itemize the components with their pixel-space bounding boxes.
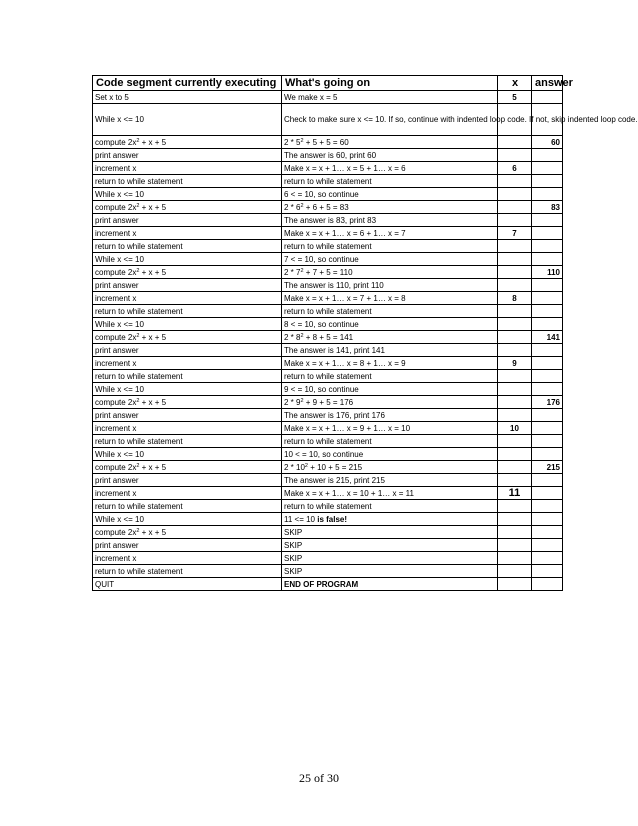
whats-going-on-cell (282, 149, 498, 162)
table-row (93, 240, 563, 253)
x-cell (498, 578, 532, 591)
table-row (93, 214, 563, 227)
whats-going-on-cell-text: $2 * 8^2 + 8 + 5 = 141$ (284, 332, 354, 342)
whats-going-on-cell (282, 318, 498, 331)
code-segment-cell-text: return to while statement (95, 241, 183, 251)
whats-going-on-cell (282, 344, 498, 357)
whats-going-on-cell-text: return to while statement (284, 176, 372, 186)
code-segment-cell-text: print answer (95, 475, 139, 485)
whats-going-on-cell-text: Make x = x + 1… x = 8 + 1… x = 9 (284, 358, 406, 368)
whats-going-on-cell-text: The answer is 176, print 176 (284, 410, 385, 420)
x-cell (498, 422, 532, 435)
whats-going-on-cell (282, 292, 498, 305)
code-segment-cell (93, 357, 282, 370)
table-row (93, 461, 563, 474)
x-cell (498, 370, 532, 383)
whats-going-on-cell-text: Make x = x + 1… x = 10 + 1… x = 11 (284, 488, 414, 498)
answer-cell (532, 201, 563, 214)
code-segment-cell-text: compute $2x^2 + x + 5$ (95, 527, 167, 537)
table-body (93, 91, 638, 591)
x-cell (498, 305, 532, 318)
table-row (93, 318, 563, 331)
whats-going-on-cell-text: return to while statement (284, 501, 372, 511)
code-segment-cell (93, 175, 282, 188)
code-segment-cell-text: print answer (95, 150, 139, 160)
whats-going-on-cell (282, 227, 498, 240)
x-cell (498, 149, 532, 162)
x-cell (498, 227, 532, 240)
x-cell-text: 8 (512, 293, 517, 303)
table-row (93, 91, 563, 104)
x-cell (498, 357, 532, 370)
whats-going-on-cell (282, 253, 498, 266)
answer-cell (532, 396, 563, 409)
code-segment-cell (93, 565, 282, 578)
whats-going-on-cell (282, 279, 498, 292)
code-segment-cell-text: compute $2x^2 + x + 5$ (95, 332, 167, 342)
header-answer: answer (532, 76, 563, 91)
code-segment-cell (93, 370, 282, 383)
answer-cell (532, 279, 563, 292)
code-segment-cell-text: increment x (95, 163, 137, 173)
code-segment-cell (93, 214, 282, 227)
whats-going-on-cell-text: $2 * 6^2 + 6 + 5 = 83$ (284, 202, 349, 212)
code-segment-cell (93, 318, 282, 331)
x-cell (498, 266, 532, 279)
code-segment-cell (93, 552, 282, 565)
code-segment-cell (93, 396, 282, 409)
whats-going-on-cell (282, 552, 498, 565)
code-segment-cell-text: print answer (95, 345, 139, 355)
answer-cell (532, 500, 563, 513)
whats-going-on-cell (282, 565, 498, 578)
answer-cell-text: 60 (551, 137, 560, 147)
whats-going-on-cell (282, 409, 498, 422)
answer-cell (532, 435, 563, 448)
code-segment-cell-text: While x <= 10 (95, 254, 144, 264)
code-segment-cell (93, 422, 282, 435)
x-cell (498, 461, 532, 474)
whats-going-on-cell-text: 7 < = 10, so continue (284, 254, 359, 264)
code-segment-cell-text: compute $2x^2 + x + 5$ (95, 137, 167, 147)
answer-cell (532, 370, 563, 383)
table-row (93, 104, 563, 136)
code-segment-cell-text: compute $2x^2 + x + 5$ (95, 397, 167, 407)
code-segment-cell-text: increment x (95, 293, 137, 303)
whats-going-on-cell (282, 396, 498, 409)
whats-going-on-cell-text: SKIP (284, 566, 303, 576)
answer-cell (532, 357, 563, 370)
table-row (93, 149, 563, 162)
table-row (93, 305, 563, 318)
code-segment-cell-text: return to while statement (95, 566, 183, 576)
code-segment-cell (93, 162, 282, 175)
x-cell-text: 5 (512, 92, 517, 102)
whats-going-on-cell (282, 526, 498, 539)
code-segment-cell-text: While x <= 10 (95, 449, 144, 459)
table-row (93, 552, 563, 565)
whats-going-on-cell (282, 578, 498, 591)
code-segment-cell (93, 266, 282, 279)
x-cell (498, 526, 532, 539)
code-segment-cell (93, 201, 282, 214)
whats-going-on-cell (282, 240, 498, 253)
code-segment-cell (93, 513, 282, 526)
x-cell (498, 292, 532, 305)
whats-going-on-cell (282, 305, 498, 318)
table-row (93, 396, 563, 409)
x-cell (498, 565, 532, 578)
table-row (93, 162, 563, 175)
whats-going-on-cell-text: The answer is 60, print 60 (284, 150, 377, 160)
whats-going-on-cell (282, 136, 498, 149)
whats-going-on-cell-text: SKIP (284, 527, 303, 537)
whats-going-on-cell-text: Make x = x + 1… x = 6 + 1… x = 7 (284, 228, 406, 238)
answer-cell (532, 513, 563, 526)
code-segment-cell (93, 253, 282, 266)
whats-going-on-cell (282, 448, 498, 461)
whats-going-on-cell (282, 513, 498, 526)
table-row (93, 448, 563, 461)
x-cell (498, 448, 532, 461)
code-segment-cell (93, 149, 282, 162)
table-row (93, 266, 563, 279)
whats-going-on-cell (282, 539, 498, 552)
page-number: 25 of 30 (299, 771, 339, 785)
code-segment-cell (93, 292, 282, 305)
code-trace-table (92, 75, 638, 591)
x-cell (498, 331, 532, 344)
table-row (93, 136, 563, 149)
table-row (93, 331, 563, 344)
whats-going-on-cell (282, 474, 498, 487)
code-segment-cell-text: While x <= 10 (95, 384, 144, 394)
x-cell (498, 513, 532, 526)
whats-going-on-cell-text: $2 * 9^2 + 9 + 5 = 176$ (284, 397, 354, 407)
whats-going-on-cell (282, 461, 498, 474)
x-cell (498, 474, 532, 487)
code-segment-cell-text: return to while statement (95, 501, 183, 511)
answer-cell (532, 526, 563, 539)
x-cell-text: 11 (508, 486, 521, 499)
answer-cell (532, 253, 563, 266)
answer-cell (532, 149, 563, 162)
code-segment-cell (93, 331, 282, 344)
table-row (93, 409, 563, 422)
whats-going-on-cell (282, 383, 498, 396)
whats-going-on-cell-text: $2 * 5^2 + 5 + 5 = 60$ (284, 137, 349, 147)
code-segment-cell-text: increment x (95, 228, 137, 238)
answer-cell (532, 422, 563, 435)
whats-going-on-cell (282, 435, 498, 448)
x-cell (498, 435, 532, 448)
code-segment-cell (93, 305, 282, 318)
whats-going-on-cell (282, 357, 498, 370)
table-header-row (93, 76, 563, 91)
x-cell (498, 318, 532, 331)
whats-going-on-cell-text: The answer is 141, print 141 (284, 345, 385, 355)
whats-going-on-cell-text: return to while statement (284, 436, 372, 446)
whats-going-on-cell-text: SKIP (284, 540, 303, 550)
code-segment-cell (93, 409, 282, 422)
x-cell (498, 240, 532, 253)
code-segment-cell (93, 487, 282, 500)
x-cell (498, 383, 532, 396)
code-segment-cell (93, 435, 282, 448)
code-segment-cell (93, 448, 282, 461)
code-segment-cell-text: print answer (95, 215, 139, 225)
code-segment-cell (93, 474, 282, 487)
header-code-segment: Code segment currently executing (93, 76, 282, 91)
code-segment-cell-text: return to while statement (95, 436, 183, 446)
code-segment-cell-text: increment x (95, 488, 137, 498)
whats-going-on-cell-text: 11 <= 10 (284, 514, 318, 524)
code-segment-cell (93, 136, 282, 149)
answer-cell (532, 91, 563, 104)
whats-going-on-cell (282, 487, 498, 500)
code-segment-cell (93, 240, 282, 253)
whats-going-on-cell-text: return to while statement (284, 371, 372, 381)
answer-cell (532, 539, 563, 552)
code-segment-cell-text: compute $2x^2 + x + 5$ (95, 202, 167, 212)
whats-going-on-cell-text: END OF PROGRAM (284, 579, 359, 589)
whats-going-on-cell-text: Check to make sure x <= 10. If so, continue with indented loop code. If not, skip indented loop code. (284, 115, 638, 124)
answer-cell-text: 176 (546, 397, 560, 407)
answer-cell (532, 461, 563, 474)
table-row (93, 487, 563, 500)
code-segment-cell (93, 578, 282, 591)
table-row (93, 279, 563, 292)
answer-cell-text: 215 (546, 462, 560, 472)
x-cell-text: 7 (512, 228, 517, 238)
table-row (93, 370, 563, 383)
header-x: x (498, 76, 532, 91)
whats-going-on-cell (282, 201, 498, 214)
code-segment-cell (93, 539, 282, 552)
x-cell (498, 500, 532, 513)
false-note: is false! (317, 514, 348, 524)
code-segment-cell-text: While x <= 10 (95, 514, 144, 524)
whats-going-on-cell-text: The answer is 215, print 215 (284, 475, 385, 485)
x-cell (498, 162, 532, 175)
answer-cell-text: 83 (551, 202, 560, 212)
answer-cell (532, 578, 563, 591)
answer-cell (532, 409, 563, 422)
code-segment-cell-text: compute $2x^2 + x + 5$ (95, 267, 167, 277)
code-segment-cell (93, 344, 282, 357)
whats-going-on-cell-text: return to while statement (284, 306, 372, 316)
table-row (93, 253, 563, 266)
code-segment-cell (93, 526, 282, 539)
x-cell (498, 344, 532, 357)
answer-cell (532, 565, 563, 578)
whats-going-on-cell (282, 162, 498, 175)
answer-cell (532, 136, 563, 149)
whats-going-on-cell (282, 422, 498, 435)
x-cell-text: 10 (510, 423, 519, 433)
whats-going-on-cell-text: 9 < = 10, so continue (284, 384, 359, 394)
table-row (93, 383, 563, 396)
whats-going-on-cell-text: return to while statement (284, 241, 372, 251)
table-row (93, 565, 563, 578)
answer-cell (532, 305, 563, 318)
whats-going-on-cell-text: $2 * 7^2 + 7 + 5 = 110$ (284, 267, 353, 277)
table-row (93, 500, 563, 513)
code-segment-cell-text: print answer (95, 540, 139, 550)
table-row (93, 578, 563, 591)
table-row (93, 292, 563, 305)
answer-cell (532, 162, 563, 175)
whats-going-on-cell-text: $2 * 10^2 + 10 + 5 = 215$ (284, 462, 363, 472)
whats-going-on-cell (282, 214, 498, 227)
whats-going-on-cell-text: 8 < = 10, so continue (284, 319, 359, 329)
table-row (93, 357, 563, 370)
whats-going-on-cell-text: The answer is 110, print 110 (284, 280, 384, 290)
whats-going-on-cell (282, 331, 498, 344)
answer-cell (532, 175, 563, 188)
table-row (93, 474, 563, 487)
code-segment-cell-text: increment x (95, 358, 137, 368)
whats-going-on-cell-text: We make x = 5 (284, 92, 338, 102)
answer-cell (532, 344, 563, 357)
table-row (93, 422, 563, 435)
whats-going-on-cell-text: The answer is 83, print 83 (284, 215, 377, 225)
code-segment-cell-text: return to while statement (95, 176, 183, 186)
table-row (93, 188, 563, 201)
whats-going-on-cell-text: SKIP (284, 553, 303, 563)
answer-cell (532, 227, 563, 240)
whats-going-on-cell-text: 6 < = 10, so continue (284, 189, 359, 199)
code-segment-cell-text: Set x to 5 (95, 92, 129, 102)
code-segment-cell (93, 383, 282, 396)
answer-cell (532, 474, 563, 487)
code-segment-cell-text: While x <= 10 (95, 115, 144, 124)
answer-cell (532, 552, 563, 565)
x-cell (498, 487, 532, 500)
table-row (93, 539, 563, 552)
whats-going-on-cell (282, 188, 498, 201)
answer-cell (532, 331, 563, 344)
answer-cell-text: 110 (547, 267, 560, 277)
table-row (93, 344, 563, 357)
whats-going-on-cell (282, 91, 498, 104)
code-segment-cell (93, 91, 282, 104)
answer-cell (532, 318, 563, 331)
table-row (93, 513, 563, 526)
code-segment-cell-text: compute $2x^2 + x + 5$ (95, 462, 167, 472)
answer-cell-text: 141 (546, 332, 560, 342)
answer-cell (532, 448, 563, 461)
answer-cell (532, 292, 563, 305)
whats-going-on-cell (282, 175, 498, 188)
answer-cell (532, 383, 563, 396)
table-row (93, 201, 563, 214)
table-row (93, 227, 563, 240)
code-segment-cell (93, 500, 282, 513)
answer-cell (532, 487, 563, 500)
whats-going-on-cell-text: 10 < = 10, so continue (284, 449, 364, 459)
x-cell (498, 201, 532, 214)
x-cell (498, 214, 532, 227)
whats-going-on-cell-text: Make x = x + 1… x = 5 + 1… x = 6 (284, 163, 406, 173)
code-segment-cell-text: increment x (95, 553, 137, 563)
code-segment-cell (93, 279, 282, 292)
x-cell-text: 9 (512, 358, 517, 368)
x-cell (498, 91, 532, 104)
x-cell (498, 396, 532, 409)
whats-going-on-cell-text: Make x = x + 1… x = 9 + 1… x = 10 (284, 423, 411, 433)
x-cell (498, 136, 532, 149)
x-cell (498, 409, 532, 422)
table-row (93, 175, 563, 188)
x-cell (498, 552, 532, 565)
code-segment-cell-text: increment x (95, 423, 137, 433)
whats-going-on-cell (282, 104, 638, 136)
answer-cell (532, 214, 563, 227)
x-cell-text: 6 (512, 163, 517, 173)
x-cell (498, 175, 532, 188)
x-cell (498, 253, 532, 266)
code-segment-cell-text: While x <= 10 (95, 319, 144, 329)
x-cell (498, 188, 532, 201)
answer-cell (532, 266, 563, 279)
table-row (93, 526, 563, 539)
code-segment-cell-text: return to while statement (95, 371, 183, 381)
header-whats-going-on: What's going on (282, 76, 498, 91)
code-segment-cell-text: QUIT (95, 579, 115, 589)
answer-cell (532, 240, 563, 253)
x-cell (498, 279, 532, 292)
answer-cell (532, 188, 563, 201)
whats-going-on-cell (282, 500, 498, 513)
code-segment-cell-text: print answer (95, 410, 139, 420)
code-segment-cell-text: While x <= 10 (95, 189, 144, 199)
table-row (93, 435, 563, 448)
whats-going-on-cell (282, 370, 498, 383)
code-segment-cell (93, 188, 282, 201)
code-segment-cell-text: print answer (95, 280, 139, 290)
x-cell (498, 539, 532, 552)
code-segment-cell-text: return to while statement (95, 306, 183, 316)
whats-going-on-cell (282, 266, 498, 279)
whats-going-on-cell-text: Make x = x + 1… x = 7 + 1… x = 8 (284, 293, 406, 303)
code-segment-cell (93, 227, 282, 240)
code-segment-cell (93, 461, 282, 474)
code-segment-cell (93, 104, 282, 136)
